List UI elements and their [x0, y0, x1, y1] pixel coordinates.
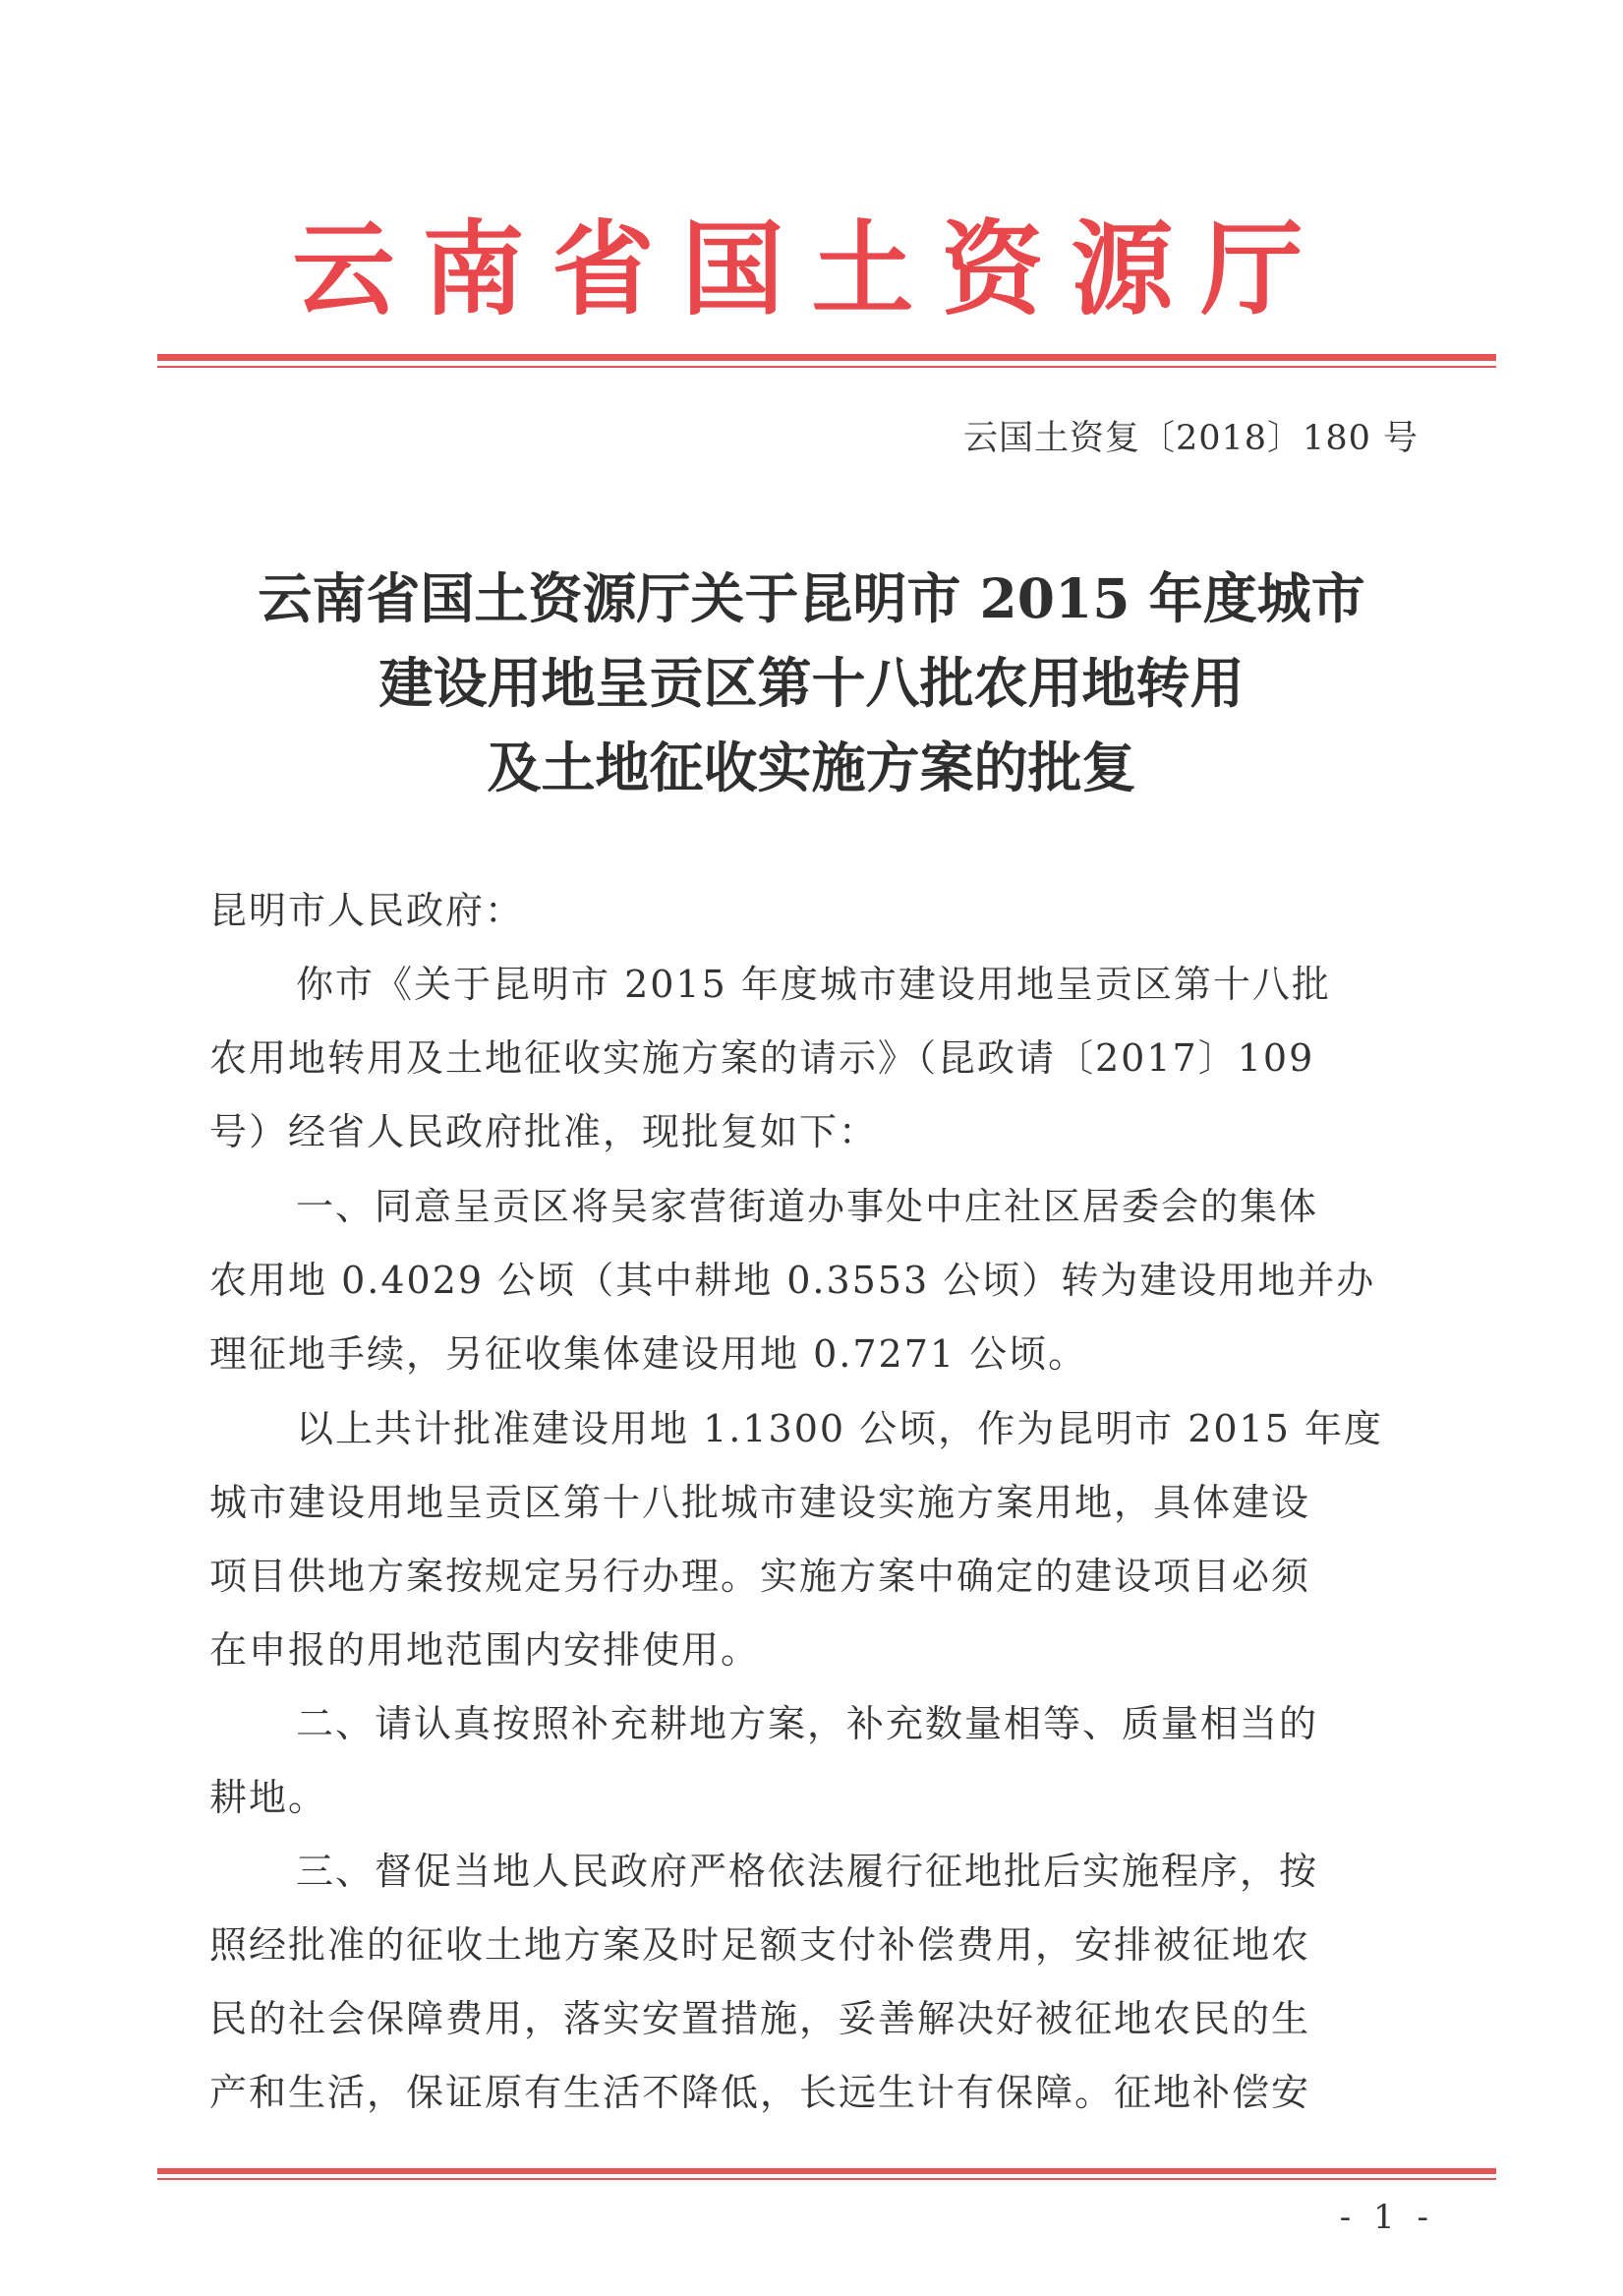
body-line: 项目供地方案按规定另行办理。实施方案中确定的建设项目必须 [209, 1555, 1311, 1598]
body-line: 产和生活，保证原有生活不降低，长远生计有保障。征地补偿安 [209, 2071, 1311, 2114]
body-line: 一、同意呈贡区将吴家营街道办事处中庄社区居委会的集体 [296, 1185, 1319, 1228]
footer-red-rule-thin [157, 2178, 1496, 2180]
page-number: - 1 - [1339, 2198, 1434, 2237]
body-line: 三、督促当地人民政府严格依法履行征地批后实施程序，按 [296, 1850, 1319, 1893]
body-line: 农用地 0.4029 公顷（其中耕地 0.3553 公顷）转为建设用地并办 [209, 1259, 1376, 1302]
body-line: 以上共计批准建设用地 1.1300 公顷，作为昆明市 2015 年度 [296, 1407, 1383, 1450]
body-line: 理征地手续，另征收集体建设用地 0.7271 公顷。 [209, 1332, 1088, 1376]
body-line: 耕地。 [209, 1776, 328, 1819]
body-line: 你市《关于昆明市 2015 年度城市建设用地呈贡区第十八批 [296, 963, 1331, 1006]
title-line-2: 建设用地呈贡区第十八批农用地转用 [378, 651, 1245, 715]
title-line-1: 云南省国土资源厅关于昆明市 2015 年度城市 [258, 566, 1365, 630]
body-line: 城市建设用地呈贡区第十八批城市建设实施方案用地，具体建设 [209, 1481, 1311, 1524]
body-line: 在申报的用地范围内安排使用。 [209, 1628, 761, 1672]
agency-header-title: 云南省国土资源厅 [292, 208, 1331, 329]
body-line: 二、请认真按照补充耕地方案，补充数量相等、质量相当的 [296, 1702, 1319, 1745]
header-red-rule-thin [157, 366, 1496, 368]
footer-red-rule-thick [157, 2168, 1496, 2174]
addressee: 昆明市人民政府： [209, 889, 525, 932]
document-number: 云国土资复〔2018〕180 号 [962, 419, 1419, 458]
body-line: 民的社会保障费用，落实安置措施，妥善解决好被征地农民的生 [209, 1997, 1311, 2040]
header-red-rule-thick [157, 354, 1496, 361]
document-title [0, 557, 1623, 810]
body-line: 照经批准的征收土地方案及时足额支付补偿费用，安排被征地农 [209, 1923, 1311, 1967]
title-line-3: 及土地征收实施方案的批复 [487, 736, 1136, 799]
body-line: 农用地转用及土地征收实施方案的请示》（昆政请〔2017〕109 [209, 1036, 1315, 1080]
body-line: 号）经省人民政府批准，现批复如下： [209, 1110, 879, 1153]
